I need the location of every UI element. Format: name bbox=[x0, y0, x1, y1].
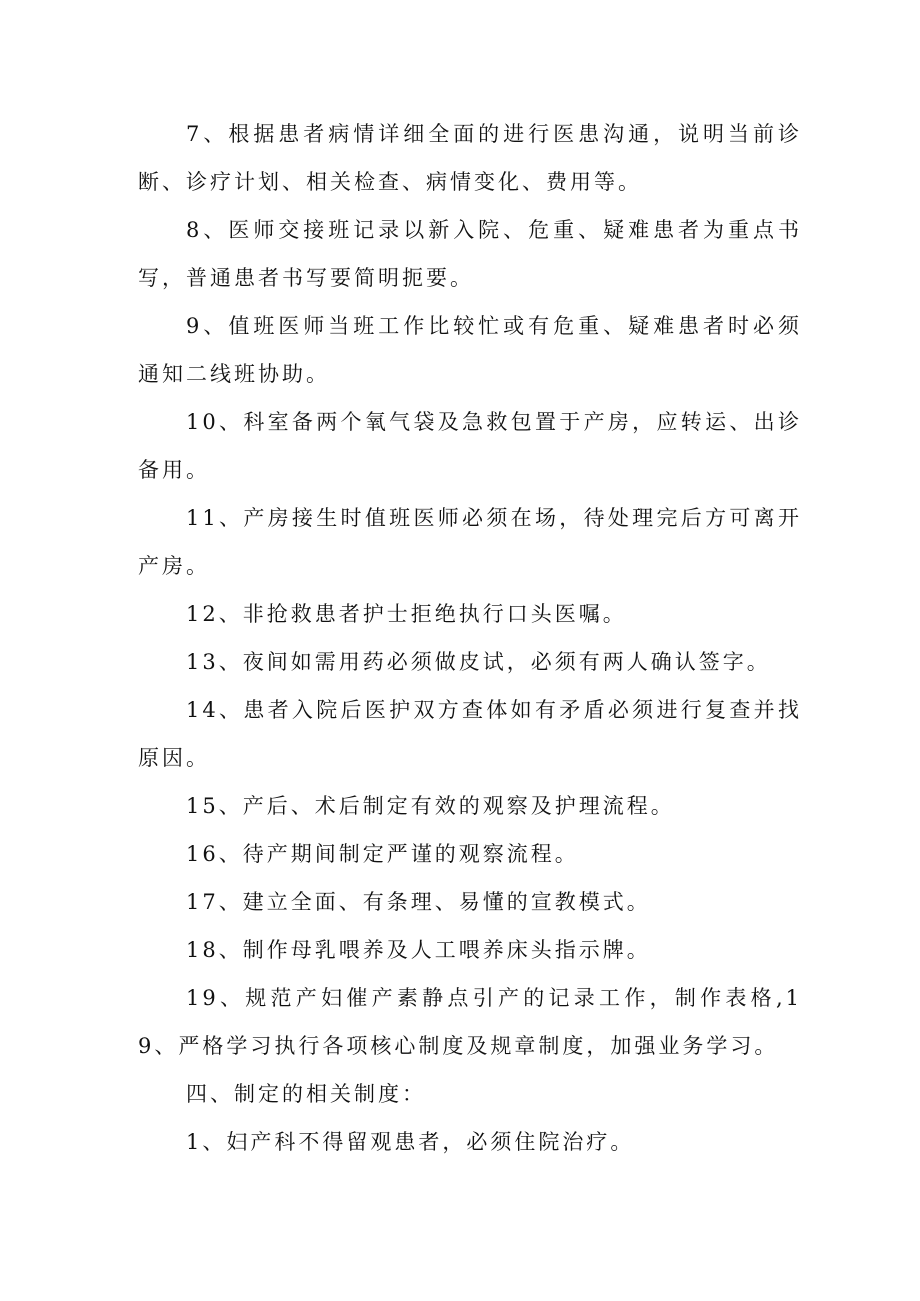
paragraph-item-9: 9、值班医师当班工作比较忙或有危重、疑难患者时必须通知二线班协助。 bbox=[138, 314, 802, 386]
paragraph-item-19: 19、规范产妇催产素静点引产的记录工作，制作表格,19、严格学习执行各项核心制度及规章制度，加强业务学习。 bbox=[138, 986, 802, 1058]
paragraph-item-11: 11、产房接生时值班医师必须在场，待处理完后方可离开产房。 bbox=[138, 506, 802, 578]
paragraph-item-18: 18、制作母乳喂养及人工喂养床头指示牌。 bbox=[186, 938, 651, 962]
paragraph-item-15: 15、产后、术后制定有效的观察及护理流程。 bbox=[186, 794, 675, 818]
paragraph-item-13: 13、夜间如需用药必须做皮试，必须有两人确认签字。 bbox=[186, 650, 771, 674]
paragraph-item-7: 7、根据患者病情详细全面的进行医患沟通，说明当前诊断、诊疗计划、相关检查、病情变化、费用等。 bbox=[138, 122, 802, 194]
paragraph-item-1: 1、妇产科不得留观患者，必须住院治疗。 bbox=[186, 1130, 635, 1154]
section-heading-4: 四、制定的相关制度： bbox=[186, 1082, 426, 1106]
paragraph-item-12: 12、非抢救患者护士拒绝执行口头医嘱。 bbox=[186, 602, 627, 626]
paragraph-item-8: 8、医师交接班记录以新入院、危重、疑难患者为重点书写，普通患者书写要简明扼要。 bbox=[138, 218, 802, 290]
document-body bbox=[138, 110, 802, 1166]
paragraph-item-17: 17、建立全面、有条理、易懂的宣教模式。 bbox=[186, 890, 651, 914]
paragraph-item-16: 16、待产期间制定严谨的观察流程。 bbox=[186, 842, 579, 866]
paragraph-item-10: 10、科室备两个氧气袋及急救包置于产房，应转运、出诊备用。 bbox=[138, 410, 802, 482]
paragraph-item-14: 14、患者入院后医护双方查体如有矛盾必须进行复查并找原因。 bbox=[138, 698, 802, 770]
